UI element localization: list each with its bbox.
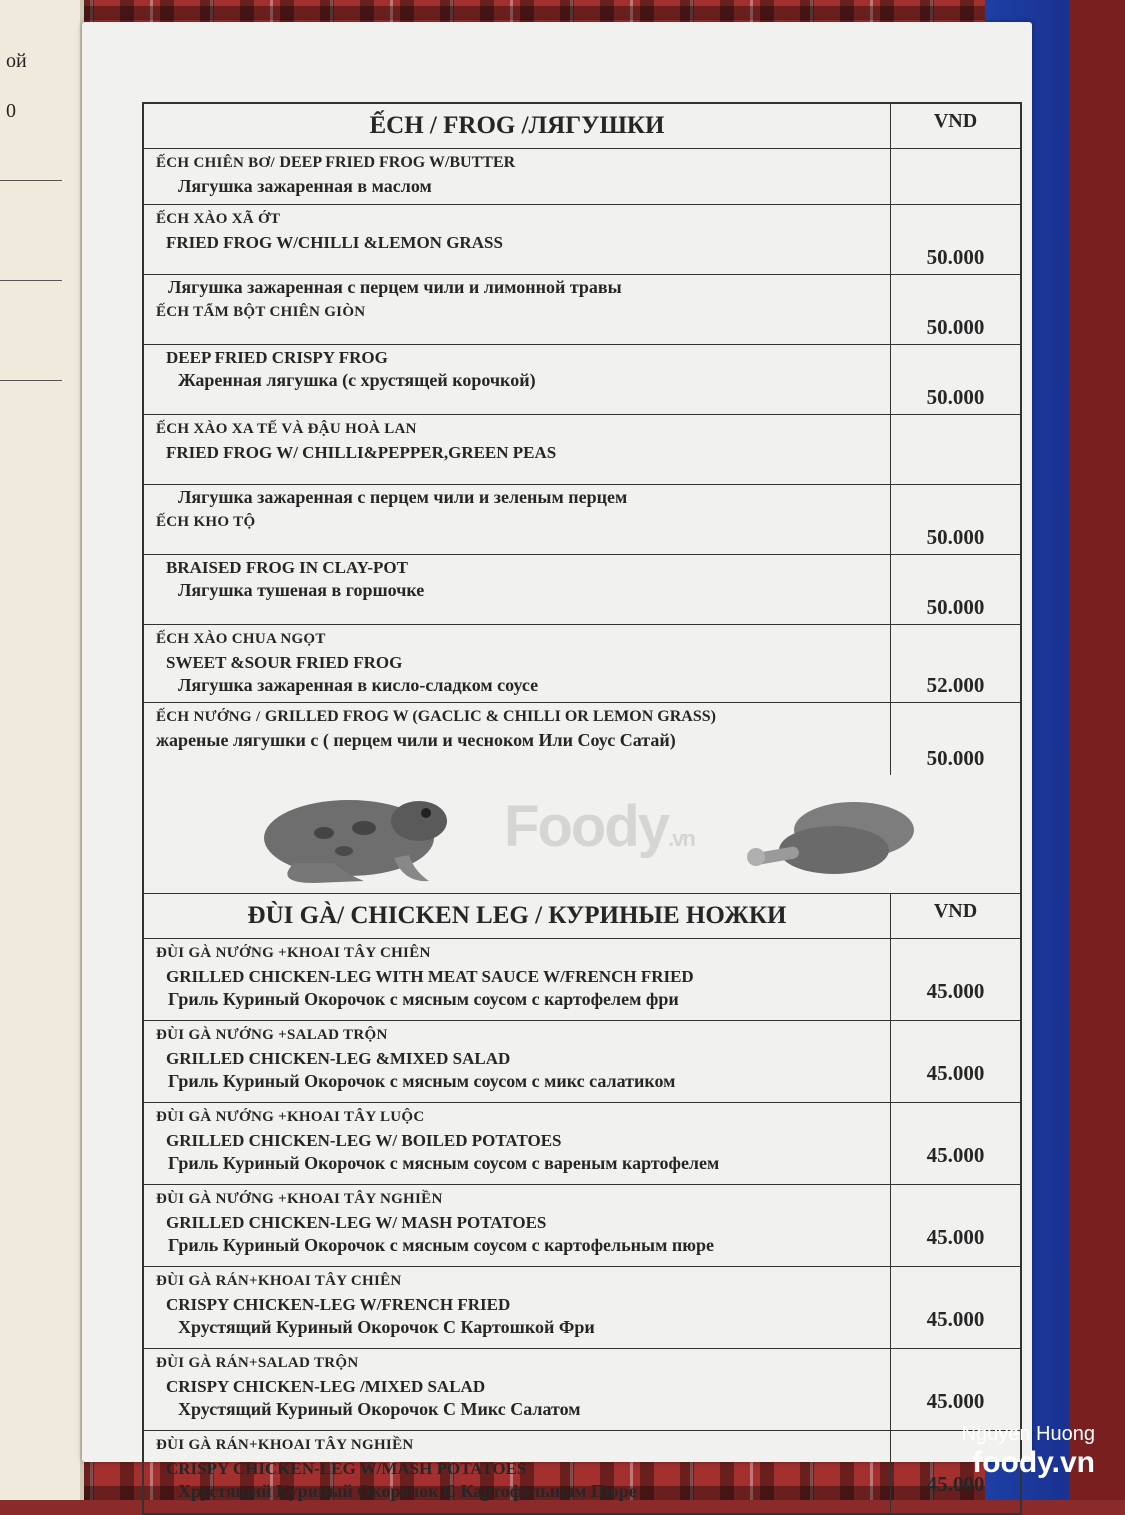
credit-username: Nguyen Huong (961, 1423, 1095, 1445)
item-name-vi: ĐÙI GÀ NƯỚNG +KHOAI TÂY LUỘC (156, 1109, 425, 1125)
item-name-en: GRILLED CHICKEN-LEG W/ BOILED POTATOES (166, 1131, 562, 1150)
chicken-items (144, 939, 1020, 1513)
item-name-en: GRILLED CHICKEN-LEG WITH MEAT SAUCE W/FRENCH FRIED (166, 967, 694, 986)
menu-item (144, 1185, 1020, 1267)
item-name-en: DEEP FRIED CRISPY FROG (166, 348, 388, 367)
item-name-vi: ẾCH NƯỚNG / (156, 709, 261, 725)
menu-item (144, 1021, 1020, 1103)
menu-item (144, 345, 1020, 415)
item-price: 45.000 (890, 1103, 1020, 1184)
item-price: 52.000 (890, 625, 1020, 702)
item-name-vi: ẾCH XÀO CHUA NGỌT (156, 631, 326, 647)
item-price: 45.000 (890, 1021, 1020, 1102)
item-name-ru: Хрустящий Куриный Окорочок С Картошкой Фри (178, 1317, 595, 1337)
item-name-ru: Гриль Куриный Окорочок с мясным соусом с картофелем фри (168, 989, 679, 1009)
item-name-vi: ĐÙI GÀ RÁN+KHOAI TÂY CHIÊN (156, 1273, 402, 1289)
item-name-vi: ĐÙI GÀ NƯỚNG +SALAD TRỘN (156, 1027, 388, 1043)
item-price: 45.000 (890, 939, 1020, 1020)
item-name-ru: Жаренная лягушка (с хрустящей корочкой) (178, 370, 536, 390)
item-price: 45.000 (890, 1185, 1020, 1266)
item-name-ru: Гриль Куриный Окорочок с мясным соусом с вареным картофелем (168, 1153, 720, 1173)
item-name-vi: ĐÙI GÀ NƯỚNG +KHOAI TÂY NGHIỀN (156, 1191, 443, 1207)
frog-currency-label: VND (890, 104, 1020, 148)
item-name-vi: ẾCH XÀO XA TẾ VÀ ĐẬU HOÀ LAN (156, 421, 417, 437)
menu-table (142, 102, 1022, 1515)
item-name-vi: ẾCH CHIÊN BƠ/ (156, 155, 275, 171)
chicken-leg-illustration (744, 795, 924, 885)
item-price: 45.000 (890, 1267, 1020, 1348)
item-price: 45.000 (890, 1431, 1020, 1513)
item-name-vi: ĐÙI GÀ NƯỚNG +KHOAI TÂY CHIÊN (156, 945, 431, 961)
menu-item (144, 625, 1020, 703)
item-name-en: GRILLED CHICKEN-LEG W/ MASH POTATOES (166, 1213, 547, 1232)
menu-item (144, 703, 1020, 775)
item-name-ru: Лягушка зажаренная с перцем чили и зеленым перцем (178, 487, 628, 507)
item-price: 45.000 (890, 1349, 1020, 1430)
item-name-vi: ẾCH XÀO XÃ ỚT (156, 211, 281, 227)
frog-section-title: ẾCH / FROG /ЛЯГУШКИ (369, 112, 665, 139)
menu-page (82, 22, 1032, 1501)
item-name-en: GRILLED FROG W (GACLIC & CHILLI OR LEMON GRASS) (264, 708, 716, 725)
item-name-ru: Лягушка зажаренная с перцем чили и лимонной травы (168, 277, 622, 297)
previous-page-edge: ой 0 (0, 0, 84, 1500)
menu-item (144, 1349, 1020, 1431)
item-name-ru: Гриль Куриный Окорочок с мясным соусом с картофельным пюре (168, 1235, 714, 1255)
item-name-en: FRIED FROG W/ CHILLI&PEPPER,GREEN PEAS (166, 443, 557, 462)
item-price: 50.000 (890, 275, 1020, 344)
item-name-en: CRISPY CHICKEN-LEG W/MASH POTATOES (166, 1459, 527, 1478)
item-price: 50.000 (890, 345, 1020, 414)
foody-watermark: Foody.vn (504, 794, 694, 859)
menu-item (144, 415, 1020, 485)
item-name-ru: Хрустящий Куриный Окорочок С Микс Салатом (178, 1399, 581, 1419)
item-name-ru: Гриль Куриный Окорочок с мясным соусом с микс салатиком (168, 1071, 676, 1091)
foody-logo: foody.vn (972, 1446, 1095, 1479)
item-name-ru: Хрустящий Куриный Окорочок С Картофельным Пюре (178, 1481, 637, 1501)
item-price: 50.000 (890, 485, 1020, 554)
menu-item (144, 939, 1020, 1021)
illustration-band (144, 775, 1020, 894)
item-name-vi: ĐÙI GÀ RÁN+KHOAI TÂY NGHIỀN (156, 1437, 414, 1453)
item-name-ru: жареные лягушки с ( перцем чили и чесноком Или Соус Сатай) (156, 730, 676, 750)
frog-items (144, 149, 1020, 775)
item-name-en: GRILLED CHICKEN-LEG &MIXED SALAD (166, 1049, 511, 1068)
item-name-en: CRISPY CHICKEN-LEG /MIXED SALAD (166, 1377, 486, 1396)
menu-item (144, 205, 1020, 275)
item-name-ru: Лягушка зажаренная в кисло-сладком соусе (178, 675, 539, 695)
item-name-en: BRAISED FROG IN CLAY-POT (166, 558, 408, 577)
frog-illustration (254, 783, 464, 888)
menu-item (144, 555, 1020, 625)
chicken-section-title: ĐÙI GÀ/ CHICKEN LEG / КУРИНЫЕ НОЖКИ (247, 902, 787, 929)
item-price: 50.000 (890, 555, 1020, 624)
menu-item (144, 485, 1020, 555)
menu-item (144, 275, 1020, 345)
menu-item (144, 149, 1020, 205)
item-name-vi: ẾCH KHO TỘ (156, 514, 256, 530)
item-name-en: FRIED FROG W/CHILLI &LEMON GRASS (166, 233, 503, 252)
item-name-ru: Лягушка зажаренная в маслом (178, 176, 432, 196)
item-name-en: DEEP FRIED FROG W/BUTTER (279, 154, 516, 171)
chicken-currency-label: VND (890, 894, 1020, 938)
menu-item (144, 1103, 1020, 1185)
item-name-vi: ẾCH TẨM BỘT CHIÊN GIÒN (156, 304, 366, 320)
menu-item (144, 1431, 1020, 1513)
item-price: 50.000 (890, 703, 1020, 775)
photo-credit (962, 1423, 1095, 1480)
frog-section-header (144, 104, 1020, 149)
item-name-vi: ĐÙI GÀ RÁN+SALAD TRỘN (156, 1355, 359, 1371)
item-name-en: CRISPY CHICKEN-LEG W/FRENCH FRIED (166, 1295, 511, 1314)
menu-item (144, 1267, 1020, 1349)
chicken-section-header (144, 894, 1020, 939)
item-name-en: SWEET &SOUR FRIED FROG (166, 653, 403, 672)
item-price: 50.000 (890, 205, 1020, 274)
item-name-ru: Лягушка тушеная в горшочке (178, 580, 425, 600)
